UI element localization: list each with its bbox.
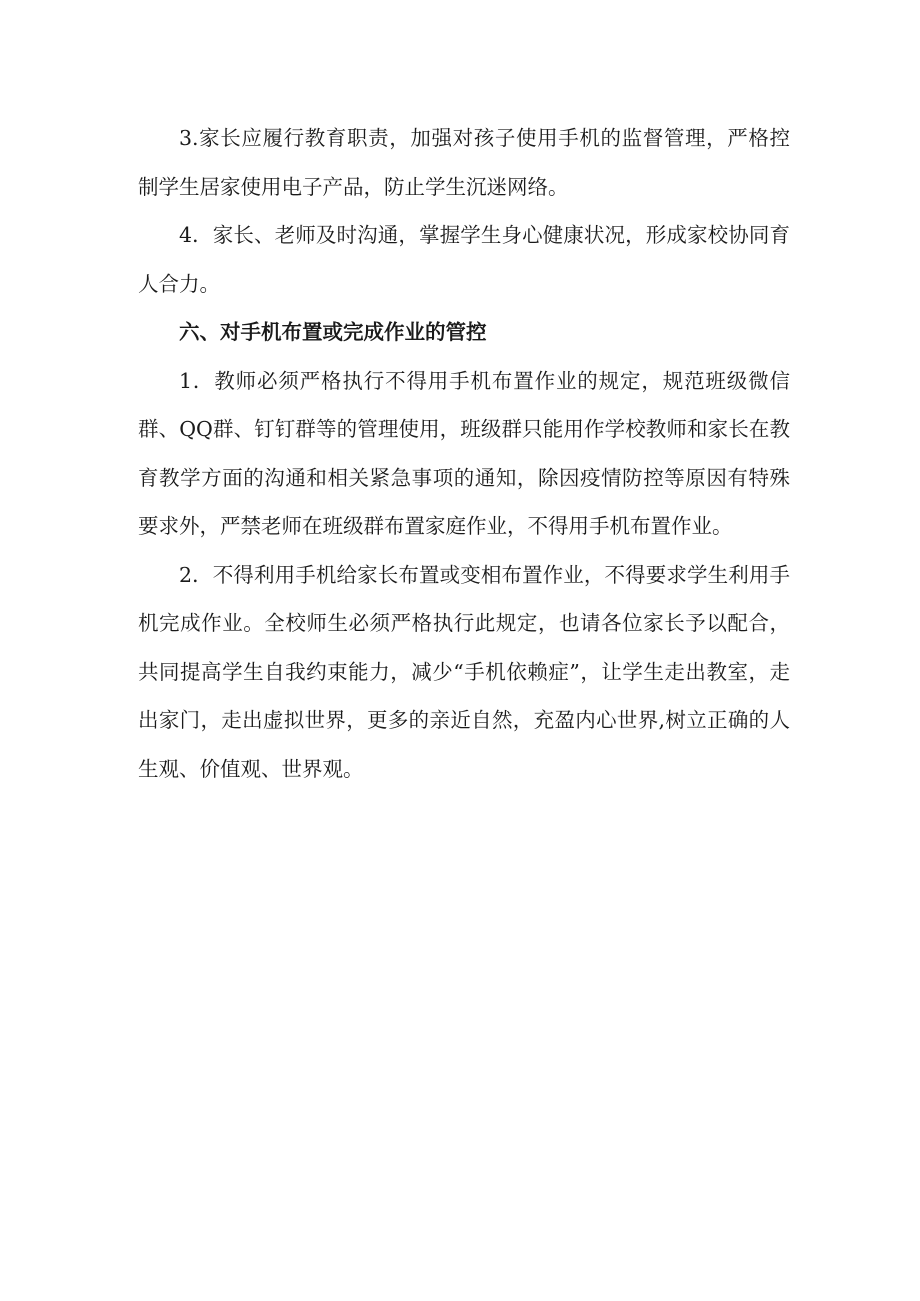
section-six-item-1: 1．教师必须严格执行不得用手机布置作业的规定，规范班级微信群、QQ群、钉钉群等的管理使用，班级群只能用作学校教师和家长在教育教学方面的沟通和相关紧急事项的通知，除因疫情防控等原因有特殊要求外，严禁老师在班级群布置家庭作业，不得用手机布置作业。 xyxy=(138,368,790,538)
section-six-item-2: 2．不得利用手机给家长布置或变相布置作业，不得要求学生利用手机完成作业。全校师生必须严格执行此规定，也请各位家长予以配合，共同提高学生自我约束能力，减少“手机依赖症”，让学生走出教室，走出家门，走出虚拟世界，更多的亲近自然，充盈内心世界,树立正确的人生观、价值观、世界观。 xyxy=(138,562,790,781)
section-heading-six: 六、对手机布置或完成作业的管控 xyxy=(179,320,487,344)
paragraph-item-3: 3.家长应履行教育职责，加强对孩子使用手机的监督管理，严格控制学生居家使用电子产品，防止学生沉迷网络。 xyxy=(138,126,790,199)
paragraph-item-4: 4．家长、老师及时沟通，掌握学生身心健康状况，形成家校协同育人合力。 xyxy=(138,223,790,296)
document-page xyxy=(138,114,790,793)
